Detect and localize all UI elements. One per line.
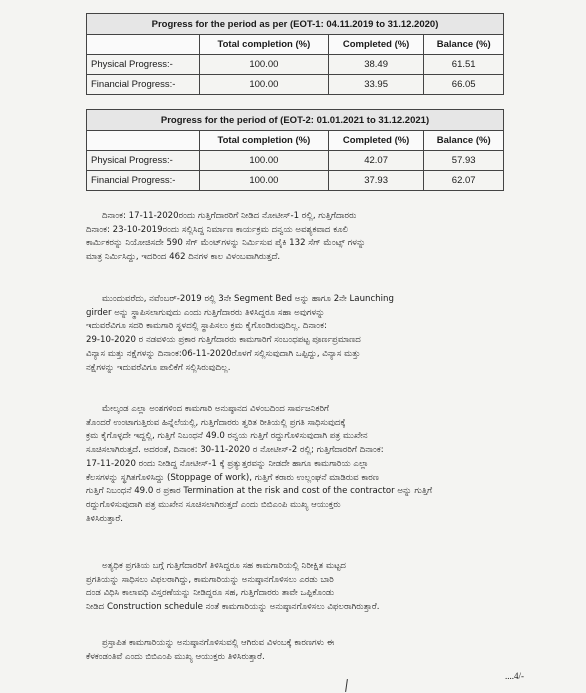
paragraph-progress-failure — [86, 560, 506, 615]
text-line: ನೀಡಿದ Construction schedule ನಂತೆ ಕಾಮಗಾರಿಯನ್ನು ಅನುಷ್ಠಾನಗೊಳಿಸಲು ವಿಫಲರಾಗಿರುತ್ತಾರೆ. — [86, 602, 380, 613]
row-label: Physical Progress:- — [87, 151, 200, 171]
text-line: ಮುಂದುವರೆದು, ನವೆಂಬರ್-2019 ರಲ್ಲಿ 3ನೇ Segment Bed ಅನ್ನು ಹಾಗೂ 2ನೇ Launching — [102, 294, 394, 304]
row-label: Financial Progress:- — [87, 75, 200, 95]
text-line: ಮೇಲ್ಕಂಡ ಎಲ್ಲಾ ಅಂಶಗಳಿಂದ ಕಾಮಗಾರಿ ಅನುಷ್ಠಾನದ ವಿಳಂಬದಿಂದ ಸಾರ್ವಜನಿಕರಿಗೆ — [102, 404, 329, 414]
row-label: Financial Progress:- — [87, 171, 200, 191]
table-header-cell: Total completion (%) — [200, 35, 329, 55]
table-header-cell: Balance (%) — [424, 131, 504, 151]
text-line: 17-11-2020 ರಂದು ನೀಡಿದ್ದ ನೋಟೀಸ್-1 ಕ್ಕೆ ಪ್ರತ್ಯುತ್ತರವನ್ನು ನೀಡದೇ ಹಾಗೂ ಕಾಮಗಾರಿಯ ಎಲ್ಲಾ — [86, 458, 369, 469]
table-cell: 38.49 — [328, 55, 424, 75]
table-cell: 100.00 — [200, 55, 329, 75]
text-line: ಕೆಲಸಗಳನ್ನು ಸ್ಥಗಿತಗೊಳಿಸಿದ್ದು (Stoppage of work), ಗುತ್ತಿಗೆ ಕರಾರು ಉಲ್ಲಂಘನೆ ಮಾಡಿರುವ ಕಾರಣ — [86, 472, 379, 483]
table-header-cell — [87, 35, 200, 55]
text-line: ಇದುವರೆವಿಗೂ ಸದರಿ ಕಾಮಗಾರಿ ಸ್ಥಳದಲ್ಲಿ ಸ್ಥಾಪಿಸಲು ಕ್ರಮ ಕೈಗೊಂಡಿರುವುದಿಲ್ಲ. ದಿನಾಂಕ: — [86, 321, 327, 332]
table-row — [87, 171, 504, 191]
page-continuation-marker: ....4/- — [505, 671, 524, 681]
table-header-cell: Completed (%) — [328, 131, 424, 151]
paragraph-delay-notice-1 — [86, 210, 506, 265]
table-row — [87, 55, 504, 75]
text-line: ಕ್ರಮ ಕೈಗೊಳ್ಳದೇ ಇದ್ದಲ್ಲಿ, ಗುತ್ತಿಗೆ ನಿಬಂಧನೆ 49.0 ರನ್ವಯ ಗುತ್ತಿಗೆ ರದ್ದುಗೊಳಿಸುವುದಾಗಿ ಪತ್ರ ಮುಖೇನ — [86, 431, 368, 442]
table-cell: 100.00 — [200, 171, 329, 191]
progress-table-eot1 — [86, 13, 504, 95]
text-line: ಗುತ್ತಿಗೆ ನಿಬಂಧನೆ 49.0 ರ ಪ್ರಕಾರ Termination at the risk and cost of the contractor ಅನ್ನು ಗುತ್ತಿಗೆ — [86, 486, 433, 497]
table-header-cell: Completed (%) — [328, 35, 424, 55]
text-line: ದಿನಾಂಕ: 17-11-2020ರಂದು ಗುತ್ತಿಗೆದಾರರಿಗೆ ನೀಡಿದ ನೋಟೀಸ್-1 ರಲ್ಲಿ, ಗುತ್ತಿಗೆದಾರರು — [102, 211, 357, 221]
text-line: ಸೂಚಿಸಲಾಗಿರುತ್ತದೆ. ಅದರಂತೆ, ದಿನಾಂಕ: 30-11-2020 ರ ನೋಟೀಸ್-2 ರಲ್ಲಿ; ಗುತ್ತಿಗೆದಾರರಿಗೆ ದಿನಾಂಕ: — [86, 445, 384, 456]
text-line: ಕಾರ್ಮಿಕರನ್ನು ನಿಯೋಜಿಸದೇ 590 ಸೆಗ್ ಮೆಂಟ್‌ಗಳನ್ನು ನಿರ್ಮಿಸುವ ಪೈಕಿ 132 ಸೆಗ್ ಮೆಂಟ್ಸ್ ಗಳನ್ನು — [86, 238, 366, 249]
table-cell: 42.07 — [328, 151, 424, 171]
table-cell: 57.93 — [424, 151, 504, 171]
paragraph-segment-bed — [86, 293, 506, 375]
text-line: ತೊಂದರೆ ಉಂಟಾಗುತ್ತಿರುವ ಹಿನ್ನೆಲೆಯಲ್ಲಿ, ಗುತ್ತಿಗೆದಾರರು ತ್ವರಿತ ರೀತಿಯಲ್ಲಿ ಪ್ರಗತಿ ಸಾಧಿಸುವುದಕ್ಕೆ — [86, 417, 346, 428]
text-line: ದಂಡ ವಿಧಿಸಿ ಕಾಲಾವಧಿ ವಿಸ್ತರಣೆಯನ್ನು ನೀಡಿದ್ದರೂ ಸಹ, ಗುತ್ತಿಗೆದಾರರು ತಾವೇ ಒಪ್ಪಿಕೊಂಡು — [86, 588, 335, 599]
table-header-cell: Balance (%) — [424, 35, 504, 55]
table-cell: 100.00 — [200, 75, 329, 95]
pen-mark — [345, 679, 348, 692]
table-cell: 62.07 — [424, 171, 504, 191]
text-line: ಕೆಳಕಂಡಂತಿವೆ ಎಂದು ಬಿಬಿಎಂಪಿ ಮುಖ್ಯ ಆಯುಕ್ತರು ತಿಳಿಸಿರುತ್ತಾರೆ. — [86, 651, 265, 662]
text-line: ಪ್ರಗತಿಯನ್ನು ಸಾಧಿಸಲು ವಿಫಲರಾಗಿದ್ದು, ಕಾಮಗಾರಿಯನ್ನು ಅನುಷ್ಠಾನಗೊಳಿಸಲು ಎರಡು ಬಾರಿ — [86, 574, 334, 585]
paragraph-termination-notice — [86, 403, 506, 526]
text-line: girder ಅನ್ನು ಸ್ಥಾಪಿಸಲಾಗುವುದು ಎಂದು ಗುತ್ತಿಗೆದಾರರು ತಿಳಿಸಿದ್ದರೂ ಸಹಾ ಅವುಗಳನ್ನು — [86, 307, 325, 318]
text-line: ಮಾತ್ರ ನಿರ್ಮಿಸಿದ್ದು, ಇದರಿಂದ 462 ದಿನಗಳ ಕಾಲ ವಿಳಂಬವಾಗಿರುತ್ತದೆ. — [86, 252, 281, 263]
text-line: ವಿನ್ಯಾಸ ಮತ್ತು ನಕ್ಷೆಗಳನ್ನು ದಿನಾಂಕ:06-11-2020ರೊಳಗೆ ಸಲ್ಲಿಸುವುದಾಗಿ ಒಪ್ಪಿದ್ದು, ವಿನ್ಯಾಸ ಮತ್ತು — [86, 348, 361, 359]
text-line: ನಕ್ಷೆಗಳನ್ನು ಇದುವರೆವಿಗೂ ಪಾಲಿಕೆಗೆ ಸಲ್ಲಿಸಿರುವುದಿಲ್ಲ. — [86, 362, 231, 373]
text-line: ಅತ್ಯಧಿಕ ಪ್ರಗತಿಯ ಬಗ್ಗೆ ಗುತ್ತಿಗೆದಾರರಿಗೆ ತಿಳಿಸಿದ್ದರೂ ಸಹ ಕಾಮಗಾರಿಯಲ್ಲಿ ನಿರೀಕ್ಷಿತ ಮಟ್ಟದ — [102, 561, 346, 571]
table-row — [87, 75, 504, 95]
table-caption: Progress for the period as per (EOT-1: 04.11.2019 to 31.12.2020) — [87, 14, 504, 35]
table-caption: Progress for the period of (EOT-2: 01.01.2021 to 31.12.2021) — [87, 110, 504, 131]
row-label: Physical Progress:- — [87, 55, 200, 75]
table-cell: 33.95 — [328, 75, 424, 95]
table-cell: 100.00 — [200, 151, 329, 171]
text-line: ರದ್ದುಗೊಳಿಸುವುದಾಗಿ ಪತ್ರ ಮುಖೇನ ಸೂಚಿಸಲಾಗಿರುತ್ತದೆ ಎಂದು ಬಿಬಿಎಂಪಿ ಮುಖ್ಯ ಆಯುಕ್ತರು — [86, 499, 341, 510]
paragraph-delay-reasons — [86, 637, 506, 664]
text-line: 29-10-2020 ರ ನಡವಳಿಯ ಪ್ರಕಾರ ಗುತ್ತಿಗೆದಾರರು ಕಾಮಗಾರಿಗೆ ಸಂಬಂಧಪಟ್ಟ ಪೂರ್ಣಪ್ರಮಾಣದ — [86, 335, 361, 346]
table-cell: 37.93 — [328, 171, 424, 191]
table-header-cell — [87, 131, 200, 151]
text-line: ದಿನಾಂಕ: 23-10-2019ರಂದು ಸಲ್ಲಿಸಿದ್ದ ನಿರ್ಮಾಣ ಕಾರ್ಯಕ್ರಮ ದನ್ವಯ ಅವಶ್ಯಕವಾದ ಕೂಲಿ — [86, 224, 349, 235]
table-cell: 61.51 — [424, 55, 504, 75]
progress-table-eot2 — [86, 109, 504, 191]
text-line: ತಿಳಿಸಿರುತ್ತಾರೆ. — [86, 513, 124, 524]
table-cell: 66.05 — [424, 75, 504, 95]
text-line: ಪ್ರಸ್ತಾಪಿತ ಕಾಮಗಾರಿಯನ್ನು ಅನುಷ್ಠಾನಗೊಳಿಸುವಲ್ಲಿ ಆಗಿರುವ ವಿಳಂಬಕ್ಕೆ ಕಾರಣಗಳು ಈ — [102, 638, 335, 648]
table-row — [87, 151, 504, 171]
table-header-cell: Total completion (%) — [200, 131, 329, 151]
